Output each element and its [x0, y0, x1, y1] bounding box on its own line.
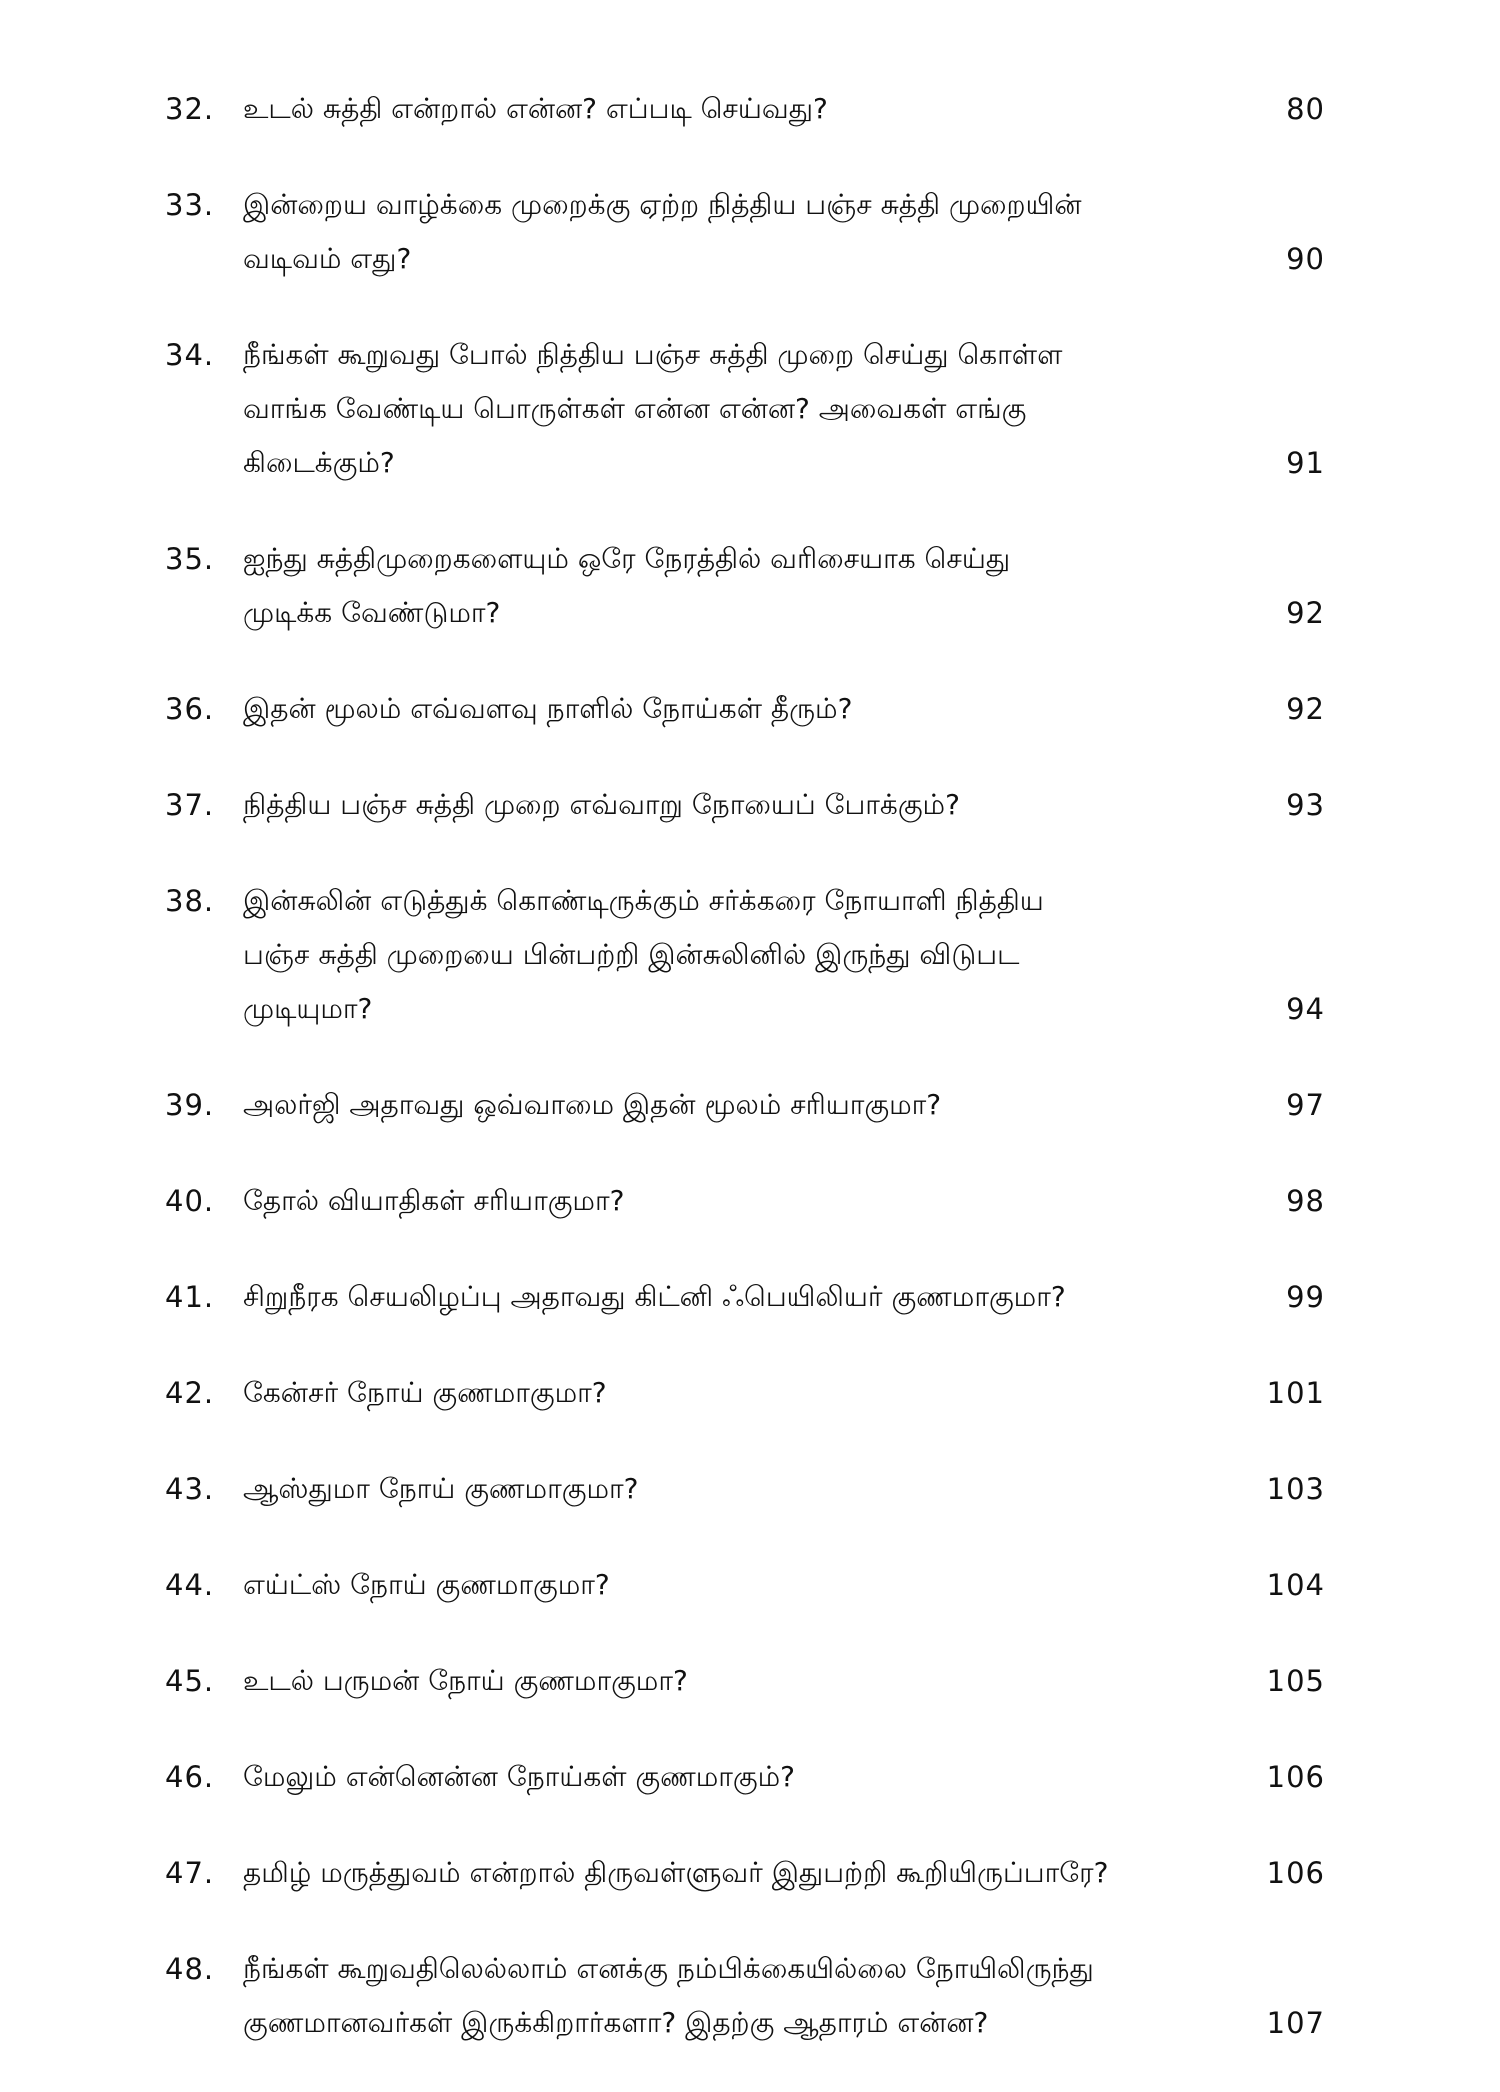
toc-entry — [165, 1558, 1325, 1612]
entry-question — [243, 1078, 1325, 1132]
question-line — [243, 382, 1325, 436]
page-number: 90 — [1286, 242, 1325, 276]
question-line — [243, 586, 1325, 640]
page-number: 103 — [1266, 1472, 1325, 1506]
question-text: உடல் பருமன் நோய் குணமாகுமா? — [243, 1664, 688, 1697]
question-line — [243, 874, 1325, 928]
page-number: 106 — [1266, 1856, 1325, 1890]
question-text: நீங்கள் கூறுவது போல் நித்திய பஞ்ச சுத்தி முறை செய்து கொள்ள — [243, 338, 1063, 371]
entry-number: 40. — [165, 1184, 215, 1218]
question-line — [243, 328, 1325, 382]
question-line — [243, 436, 1325, 490]
question-line — [243, 1174, 1325, 1228]
entry-number: 32. — [165, 92, 215, 126]
question-line — [243, 1942, 1325, 1996]
toc-entry — [165, 178, 1325, 286]
toc-entry — [165, 1174, 1325, 1228]
question-line — [243, 1462, 1325, 1516]
toc-entry — [165, 1462, 1325, 1516]
entry-question — [243, 682, 1325, 736]
entry-question — [243, 1174, 1325, 1228]
toc-entry — [165, 532, 1325, 640]
question-text: குணமானவர்கள் இருக்கிறார்களா? இதற்கு ஆதாரம் என்ன? — [243, 2006, 989, 2039]
question-line — [243, 982, 1325, 1036]
entry-number: 45. — [165, 1664, 215, 1698]
question-text: அலர்ஜி அதாவது ஒவ்வாமை இதன் மூலம் சரியாகுமா? — [243, 1088, 942, 1121]
question-line — [243, 778, 1325, 832]
page-number: 105 — [1266, 1664, 1325, 1698]
entry-question — [243, 532, 1325, 640]
page-number: 92 — [1286, 692, 1325, 726]
entry-question — [243, 874, 1325, 1036]
question-text: தமிழ் மருத்துவம் என்றால் திருவள்ளுவர் இதுபற்றி கூறியிருப்பாரே? — [243, 1856, 1109, 1889]
page-number: 91 — [1286, 446, 1325, 480]
question-line — [243, 1270, 1325, 1324]
entry-question — [243, 1750, 1325, 1804]
question-text: கேன்சர் நோய் குணமாகுமா? — [243, 1376, 607, 1409]
question-text: பஞ்ச சுத்தி முறையை பின்பற்றி இன்சுலினில் இருந்து விடுபட — [243, 938, 1020, 971]
toc-entry — [165, 874, 1325, 1036]
question-line — [243, 82, 1325, 136]
page-number: 97 — [1286, 1088, 1325, 1122]
entry-number: 35. — [165, 542, 215, 576]
question-text: மேலும் என்னென்ன நோய்கள் குணமாகும்? — [243, 1760, 796, 1793]
page-number: 107 — [1266, 2006, 1325, 2040]
page-number: 94 — [1286, 992, 1325, 1026]
question-line — [243, 1366, 1325, 1420]
entry-question — [243, 1654, 1325, 1708]
question-line — [243, 1078, 1325, 1132]
entry-question — [243, 1270, 1325, 1324]
toc-entry — [165, 1846, 1325, 1900]
entry-number: 44. — [165, 1568, 215, 1602]
entry-number: 43. — [165, 1472, 215, 1506]
question-text: முடியுமா? — [243, 992, 373, 1025]
question-line — [243, 232, 1325, 286]
question-text: முடிக்க வேண்டுமா? — [243, 596, 501, 629]
entry-number: 48. — [165, 1952, 215, 1986]
question-line — [243, 178, 1325, 232]
entry-number: 41. — [165, 1280, 215, 1314]
question-text: ஆஸ்துமா நோய் குணமாகுமா? — [243, 1472, 639, 1505]
toc-entry — [165, 778, 1325, 832]
entry-question — [243, 1462, 1325, 1516]
table-of-contents — [165, 82, 1325, 2092]
toc-entry — [165, 1654, 1325, 1708]
question-line — [243, 1558, 1325, 1612]
entry-number: 34. — [165, 338, 215, 372]
page-number: 106 — [1266, 1760, 1325, 1794]
question-line — [243, 1846, 1325, 1900]
entry-number: 37. — [165, 788, 215, 822]
page-number: 92 — [1286, 596, 1325, 630]
entry-question — [243, 1942, 1325, 2050]
question-text: எய்ட்ஸ் நோய் குணமாகுமா? — [243, 1568, 610, 1601]
question-text: இன்றைய வாழ்க்கை முறைக்கு ஏற்ற நித்திய பஞ்ச சுத்தி முறையின் — [243, 188, 1082, 221]
toc-entry — [165, 328, 1325, 490]
question-line — [243, 1654, 1325, 1708]
question-text: வடிவம் எது? — [243, 242, 412, 275]
question-text: ஐந்து சுத்திமுறைகளையும் ஒரே நேரத்தில் வரிசையாக செய்து — [243, 542, 1011, 575]
entry-number: 47. — [165, 1856, 215, 1890]
entry-number: 39. — [165, 1088, 215, 1122]
question-line — [243, 1750, 1325, 1804]
entry-number: 33. — [165, 188, 215, 222]
entry-number: 38. — [165, 884, 215, 918]
page-number: 101 — [1266, 1376, 1325, 1410]
toc-entry — [165, 1366, 1325, 1420]
question-text: உடல் சுத்தி என்றால் என்ன? எப்படி செய்வது? — [243, 92, 828, 125]
page-number: 98 — [1286, 1184, 1325, 1218]
toc-entry — [165, 1270, 1325, 1324]
page-number: 80 — [1286, 92, 1325, 126]
page-number: 104 — [1266, 1568, 1325, 1602]
question-line — [243, 928, 1325, 982]
toc-entry — [165, 1078, 1325, 1132]
toc-entry — [165, 1942, 1325, 2050]
toc-entry — [165, 82, 1325, 136]
entry-number: 36. — [165, 692, 215, 726]
question-text: கிடைக்கும்? — [243, 446, 395, 479]
entry-number: 42. — [165, 1376, 215, 1410]
entry-number: 46. — [165, 1760, 215, 1794]
question-text: நீங்கள் கூறுவதிலெல்லாம் எனக்கு நம்பிக்கையில்லை நோயிலிருந்து — [243, 1952, 1094, 1985]
entry-question — [243, 1846, 1325, 1900]
question-line — [243, 1996, 1325, 2050]
question-text: நித்திய பஞ்ச சுத்தி முறை எவ்வாறு நோயைப் போக்கும்? — [243, 788, 960, 821]
page-number: 99 — [1286, 1280, 1325, 1314]
entry-question — [243, 1366, 1325, 1420]
question-text: வாங்க வேண்டிய பொருள்கள் என்ன என்ன? அவைகள் எங்கு — [243, 392, 1027, 425]
entry-question — [243, 328, 1325, 490]
entry-question — [243, 82, 1325, 136]
question-text: சிறுநீரக செயலிழப்பு அதாவது கிட்னி ஃபெயிலியர் குணமாகுமா? — [243, 1280, 1066, 1313]
question-line — [243, 532, 1325, 586]
question-text: தோல் வியாதிகள் சரியாகுமா? — [243, 1184, 625, 1217]
entry-question — [243, 1558, 1325, 1612]
question-line — [243, 682, 1325, 736]
toc-entry — [165, 682, 1325, 736]
question-text: இன்சுலின் எடுத்துக் கொண்டிருக்கும் சர்க்கரை நோயாளி நித்திய — [243, 884, 1044, 917]
question-text: இதன் மூலம் எவ்வளவு நாளில் நோய்கள் தீரும்? — [243, 692, 853, 725]
entry-question — [243, 778, 1325, 832]
page-number: 93 — [1286, 788, 1325, 822]
entry-question — [243, 178, 1325, 286]
toc-entry — [165, 1750, 1325, 1804]
